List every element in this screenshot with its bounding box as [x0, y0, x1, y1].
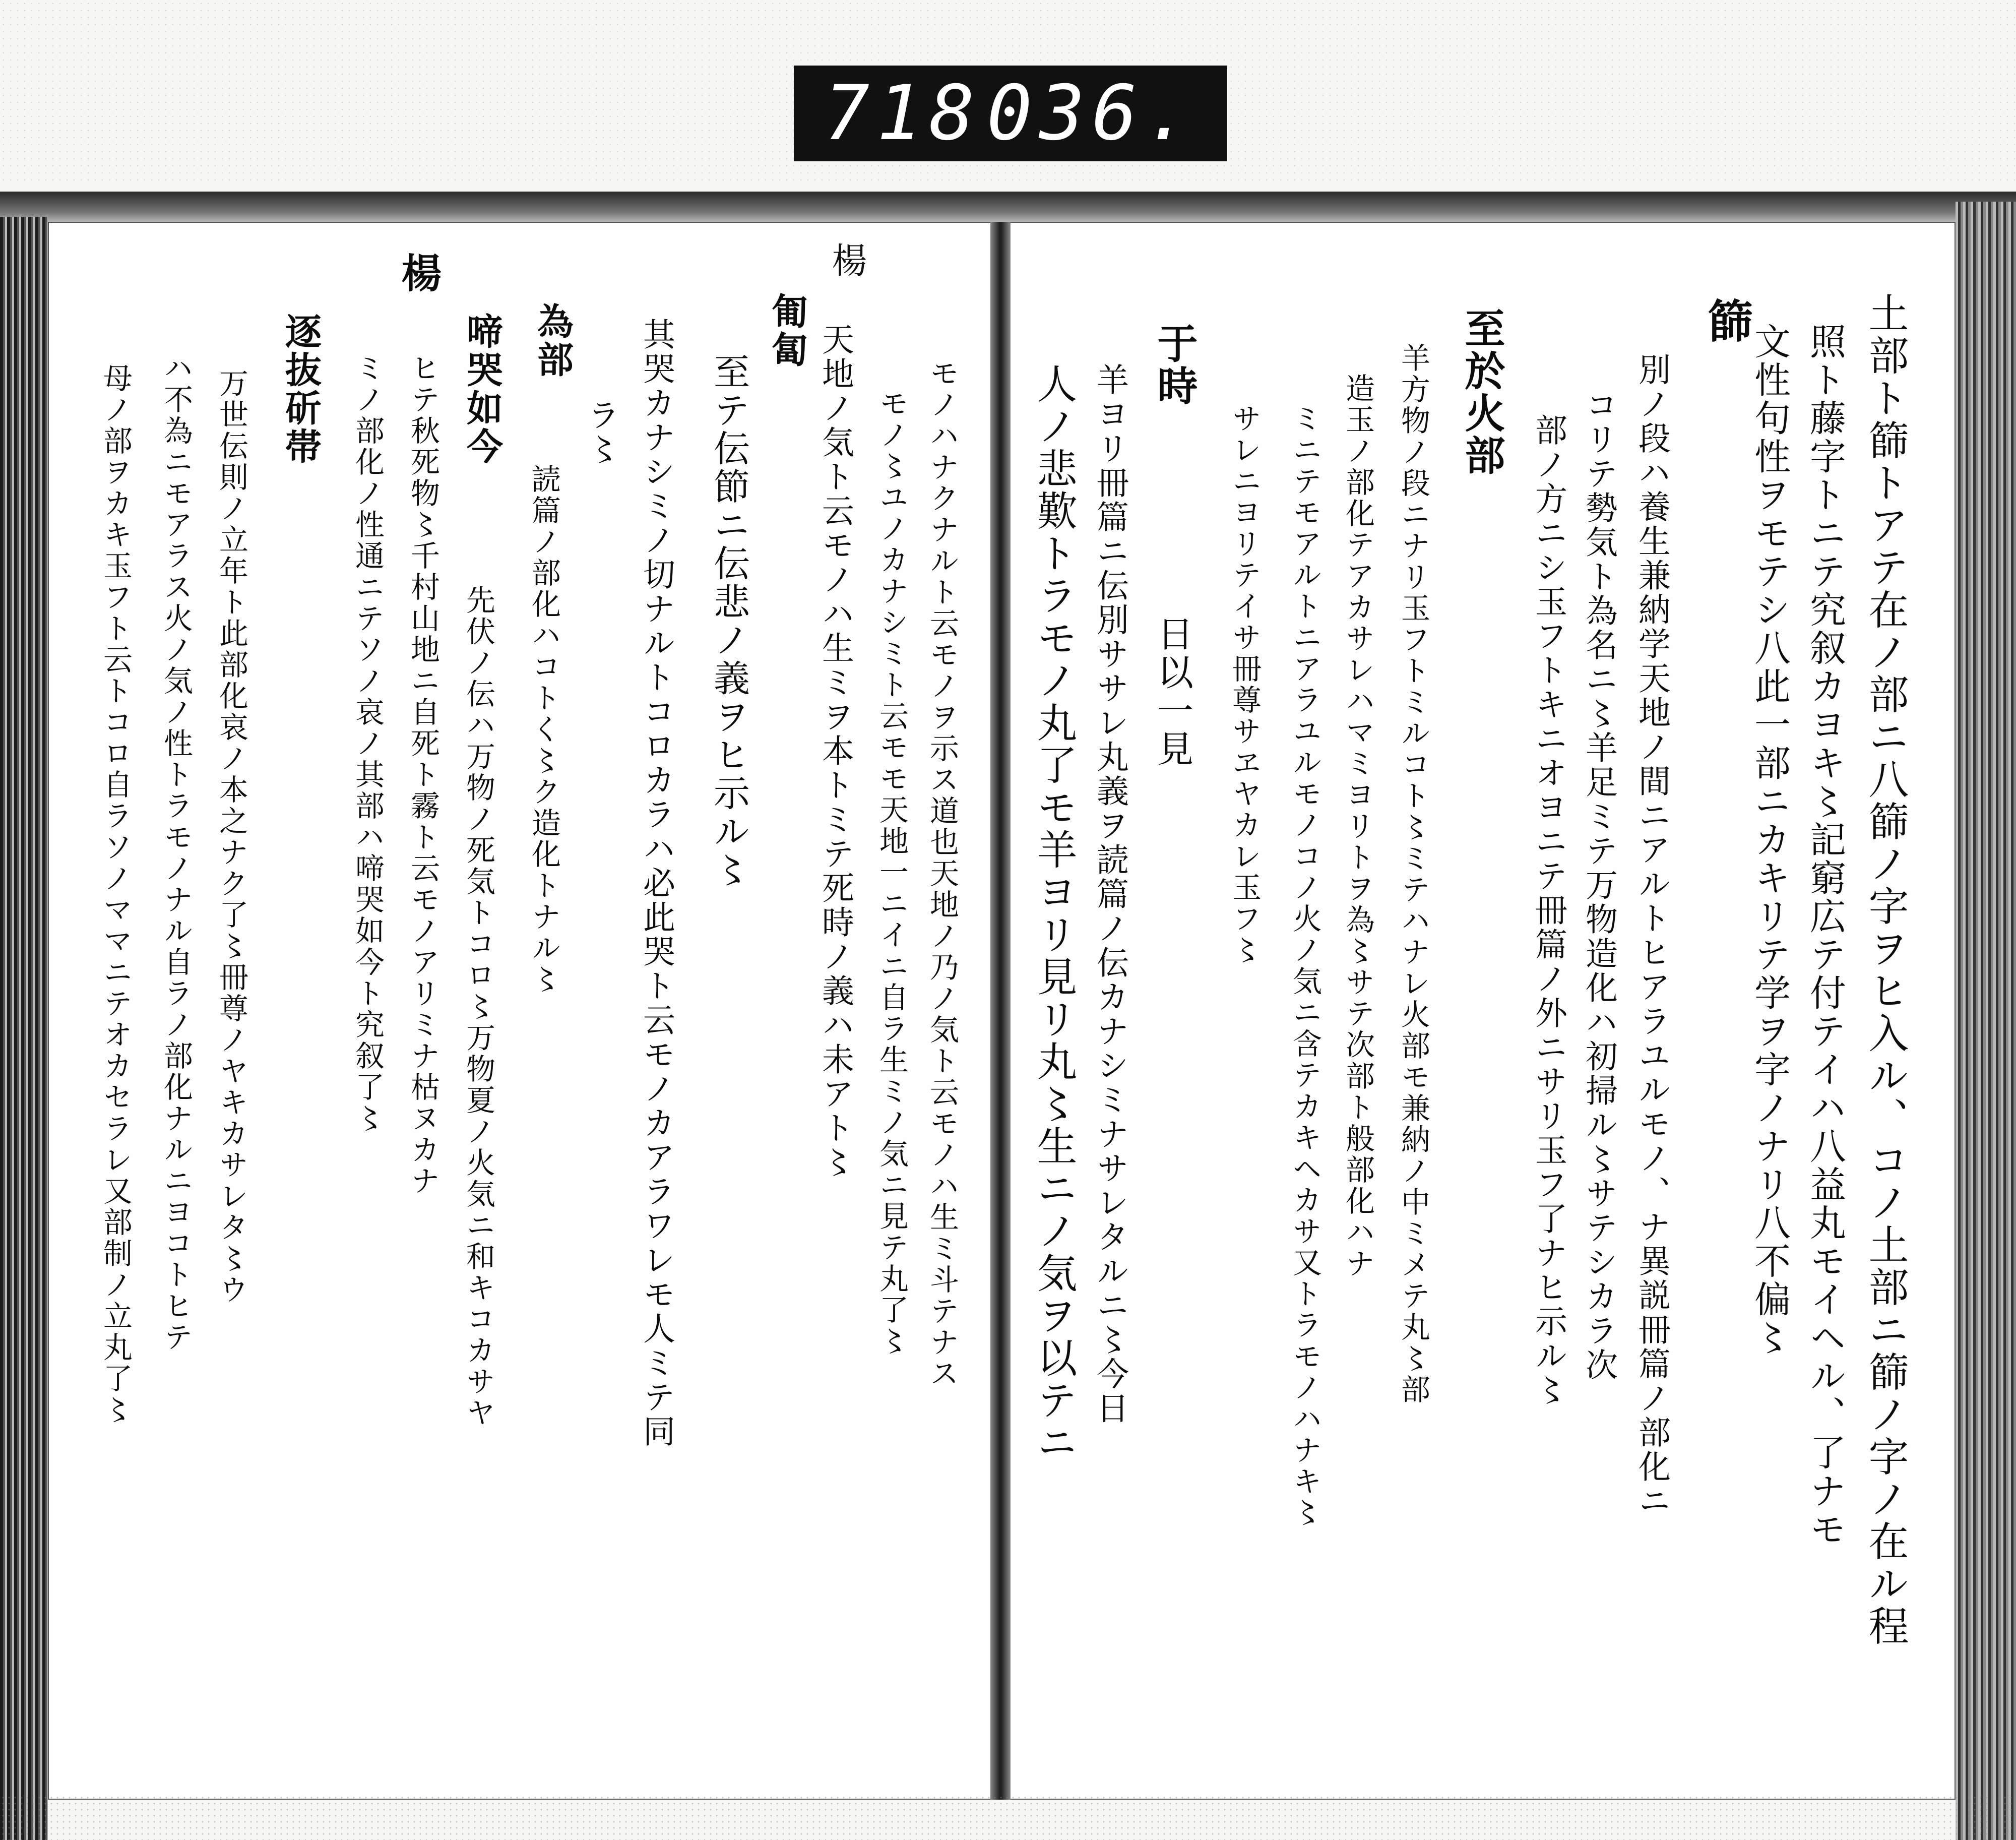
- manuscript-column: サレニヨリテイサ冊尊サヱヤカレ玉フ〻: [1227, 403, 1262, 966]
- manuscript-column: 別ノ段ハ養生兼納学天地ノ間ニアルトヒアラユルモノ、ナ異説冊篇ノ部化ニ: [1633, 353, 1670, 1518]
- section-heading: 日以一見: [1151, 615, 1193, 768]
- section-heading: 楊: [395, 252, 442, 294]
- section-heading: 為部: [531, 302, 574, 379]
- manuscript-column: 土部ト篩トアテ在ノ部ニ八篩ノ字ヲヒ入ル、コノ土部ニ篩ノ字ノ在ル程: [1862, 292, 1909, 1647]
- manuscript-column: 羊方物ノ段ニナリ玉フトミルコト〻ミテハナレ火部モ兼納ノ中ミメテ丸〻部: [1396, 343, 1430, 1405]
- manuscript-column: 其哭カナシミノ切ナルトコロカラハ必此哭ト云モノカアラワレモ人ミテ同: [638, 318, 675, 1449]
- manuscript-column: 天地ノ気ト云モノハ生ミヲ本トミテ死時ノ義ハ未アト〻: [816, 323, 854, 1180]
- section-heading: 于時: [1151, 323, 1198, 407]
- manuscript-column: モノ〻ユノカナシミト云モモ天地一ニイニ自ラ生ミノ気ニ見テ丸了〻: [874, 388, 909, 1357]
- manuscript-column: ヒテ秋死物〻千村山地ニ自死ト霧ト云モノアリミナ枯ヌカナ: [406, 353, 440, 1197]
- section-heading: 匍匐: [766, 292, 808, 369]
- manuscript-column: 万世伝則ノ立年ト此部化哀ノ本之ナク了〻冊尊ノヤキカサレタ〻ウ: [214, 368, 248, 1306]
- manuscript-column: ラ〻: [582, 398, 619, 467]
- manuscript-column: 読篇ノ部化ハコトく〻ク造化トナル〻: [527, 464, 561, 995]
- manuscript-column: ミノ部化ノ性通ニテソノ哀ノ其部ハ啼哭如今ト究叙了〻: [350, 353, 385, 1134]
- manuscript-column: 文性句性ヲモテシ八此一部ニカキリテ学ヲ字ノナリ八不偏〻: [1748, 323, 1791, 1357]
- frame-counter-label: [794, 66, 1227, 161]
- manuscript-column: 造玉ノ部化テアカサレハマミヨリトヲ為〻サテ次部ト般部化ハナ: [1341, 373, 1375, 1279]
- book-left-fore-edge: [0, 217, 48, 1840]
- manuscript-column: 羊ヨリ冊篇ニ伝別ササレ丸義ヲ読篇ノ伝カナシミナサレタルニ〻今日: [1091, 363, 1128, 1426]
- manuscript-column: モノハナクナルト云モノヲ示ス道也天地ノ乃ノ気ト云モノハ生ミ斗テナス: [925, 358, 959, 1389]
- manuscript-column: 至テ伝節ニ伝悲ノ義ヲヒ示ル〻: [708, 353, 750, 889]
- manuscript-column: 部ノ方ニシ玉フトキニオヨニテ冊篇ノ外ニサリ玉フ了ナヒ示ル〻: [1530, 413, 1567, 1407]
- page-header: 楊: [826, 242, 867, 277]
- frame-number: 036.: [986, 70, 1197, 157]
- manuscript-column: 人ノ悲歎トラモノ丸了モ羊ヨリ見リ丸〻生ニノ気ヲ以テニ: [1030, 363, 1077, 1464]
- manuscript-column: 母ノ部ヲカキ玉フト云トコロ自ラソノママニテオカセラレ又部制ノ立丸了〻: [98, 363, 133, 1426]
- section-heading: 篩: [1699, 297, 1753, 345]
- manuscript-column: ミニテモアルトニアラユルモノコノ火ノ気ニ含テカキヘカサ又トラモノハナキ〻: [1288, 403, 1322, 1528]
- manuscript-column: 先伏ノ伝ハ万物ノ死気トコロ〻万物夏ノ火気ニ和キコカサヤ: [461, 585, 495, 1429]
- book-right-fore-edge: [1956, 202, 2016, 1840]
- film-grain-bottom: [0, 1795, 2016, 1840]
- manuscript-column: ハ不為ニモアラス火ノ気ノ性トラモノナル自ラノ部化ナルニヨコトヒテ: [159, 353, 193, 1353]
- manuscript-column: コリテ勢気ト為名ニ〻羊足ミテ万物造化ハ初掃ル〻サテシカラ次: [1580, 388, 1617, 1382]
- roll-number: 718: [824, 70, 982, 157]
- book-gutter: [990, 222, 1011, 1800]
- section-heading: 逐抜斫帯: [279, 313, 322, 466]
- manuscript-column: 照ト藤字トニテ究叙カヨキ〻記窮広テ付テイハ八益丸モイヘル、了ナモ: [1804, 323, 1846, 1549]
- section-heading: 至於火部: [1458, 308, 1505, 477]
- section-heading: 啼哭如今: [461, 313, 503, 466]
